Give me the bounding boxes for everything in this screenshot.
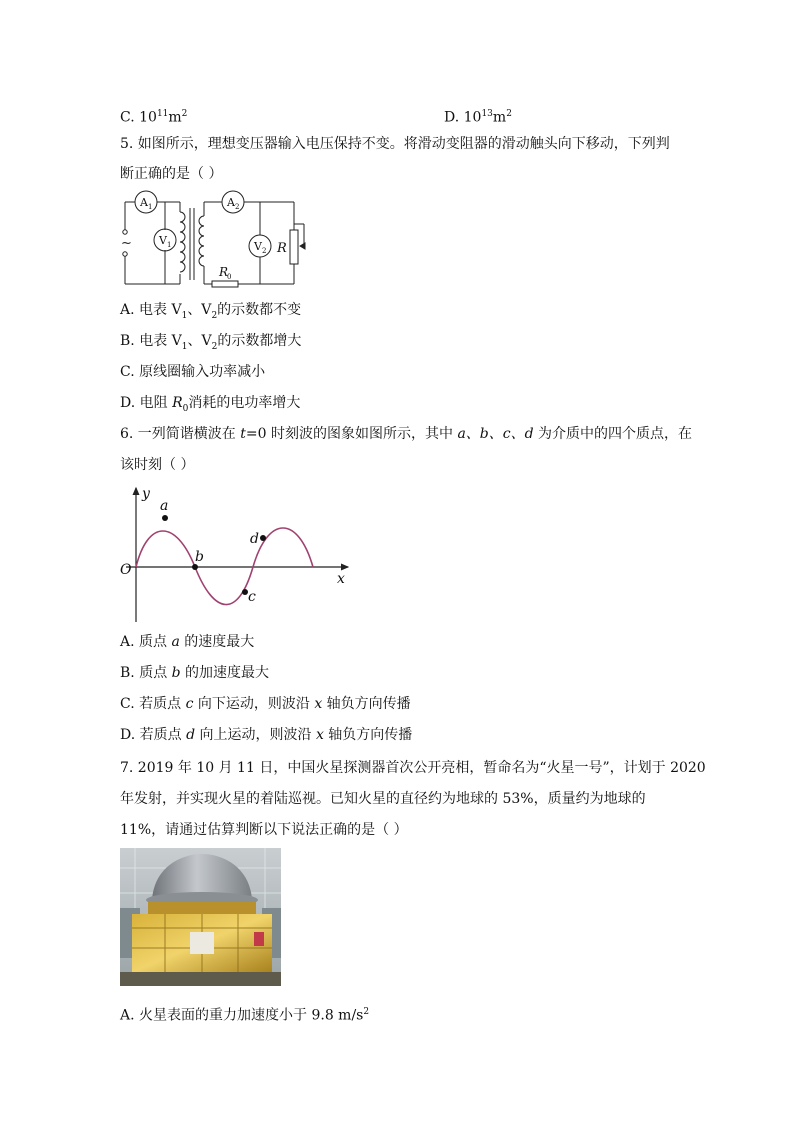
svg-text:2: 2 [262, 247, 267, 255]
point-b-label: b [195, 549, 204, 565]
resistor-r-label: R [277, 241, 287, 256]
q7-stem-line1: 7. 2019 年 10 月 11 日，中国火星探测器首次公开亮相，暂命名为“火星一号”，计划于 2020 [120, 760, 706, 776]
y-axis-label: y [142, 486, 150, 502]
q7-option-a: A. 火星表面的重力加速度小于 9.8 $m/s^2$ [120, 1007, 370, 1024]
q5-option-c: C. 原线圈输入功率减小 [120, 364, 266, 380]
q5-option-b: B. 电表 $V_1$、$V_2$的示数都增大 [120, 333, 302, 352]
q6-stem-line2: 该时刻（ ） [120, 457, 195, 473]
origin-label: O [120, 562, 132, 578]
q6-option-d: D. 若质点 d 向上运动，则波沿 x 轴负方向传播 [120, 727, 413, 743]
point-d [260, 535, 266, 541]
mars-probe-photo [120, 848, 281, 986]
point-a-label: a [160, 498, 169, 514]
q6-option-a: A. 质点 a 的速度最大 [120, 634, 255, 650]
q5-option-d: D. 电阻 $R_0$消耗的电功率增大 [120, 395, 301, 414]
q5-stem-line1: 5. 如图所示，理想变压器输入电压保持不变。将滑动变阻器的滑动触头向下移动，下列判 [120, 136, 670, 152]
point-c-label: c [248, 589, 256, 605]
q6-option-c: C. 若质点 c 向下运动，则波沿 x 轴负方向传播 [120, 696, 411, 712]
q4-option-d: D. $10^{13}m^2$ [444, 109, 512, 126]
q5-option-a: A. 电表 $V_1$、$V_2$的示数都不变 [120, 302, 302, 321]
voltmeter-v1-label: V [159, 234, 167, 247]
q7-stem-line2: 年发射，并实现火星的着陆巡视。已知火星的直径约为地球的 53%，质量约为地球的 [120, 791, 646, 807]
wave-graph [116, 482, 356, 624]
ac-source-symbol: ~ [121, 236, 132, 251]
transformer-circuit-diagram [118, 188, 308, 292]
ammeter-a1-label: A [140, 196, 148, 209]
q4-option-c: C. $10^{11}m^2$ [120, 109, 188, 126]
q6-option-b: B. 质点 b 的加速度最大 [120, 665, 270, 681]
svg-text:0: 0 [227, 273, 232, 281]
voltmeter-v2-label: V [254, 240, 262, 253]
wave-curve [136, 528, 313, 605]
q6-stem-line1: 6. 一列简谐横波在 t=0 时刻波的图象如图所示，其中 a、b、c、d 为介质中的四个质点，在 [120, 426, 693, 442]
svg-text:1: 1 [148, 203, 153, 211]
svg-text:2: 2 [235, 203, 240, 211]
point-a [162, 515, 168, 521]
point-d-label: d [250, 531, 259, 547]
svg-text:1: 1 [167, 241, 172, 249]
x-axis-label: x [337, 571, 345, 587]
q7-stem-line3: 11%，请通过估算判断以下说法正确的是（ ） [120, 822, 408, 838]
resistor-r0-label: R [219, 265, 229, 279]
ammeter-a2-label: A [227, 196, 235, 209]
q5-stem-line2: 断正确的是（ ） [120, 166, 223, 182]
